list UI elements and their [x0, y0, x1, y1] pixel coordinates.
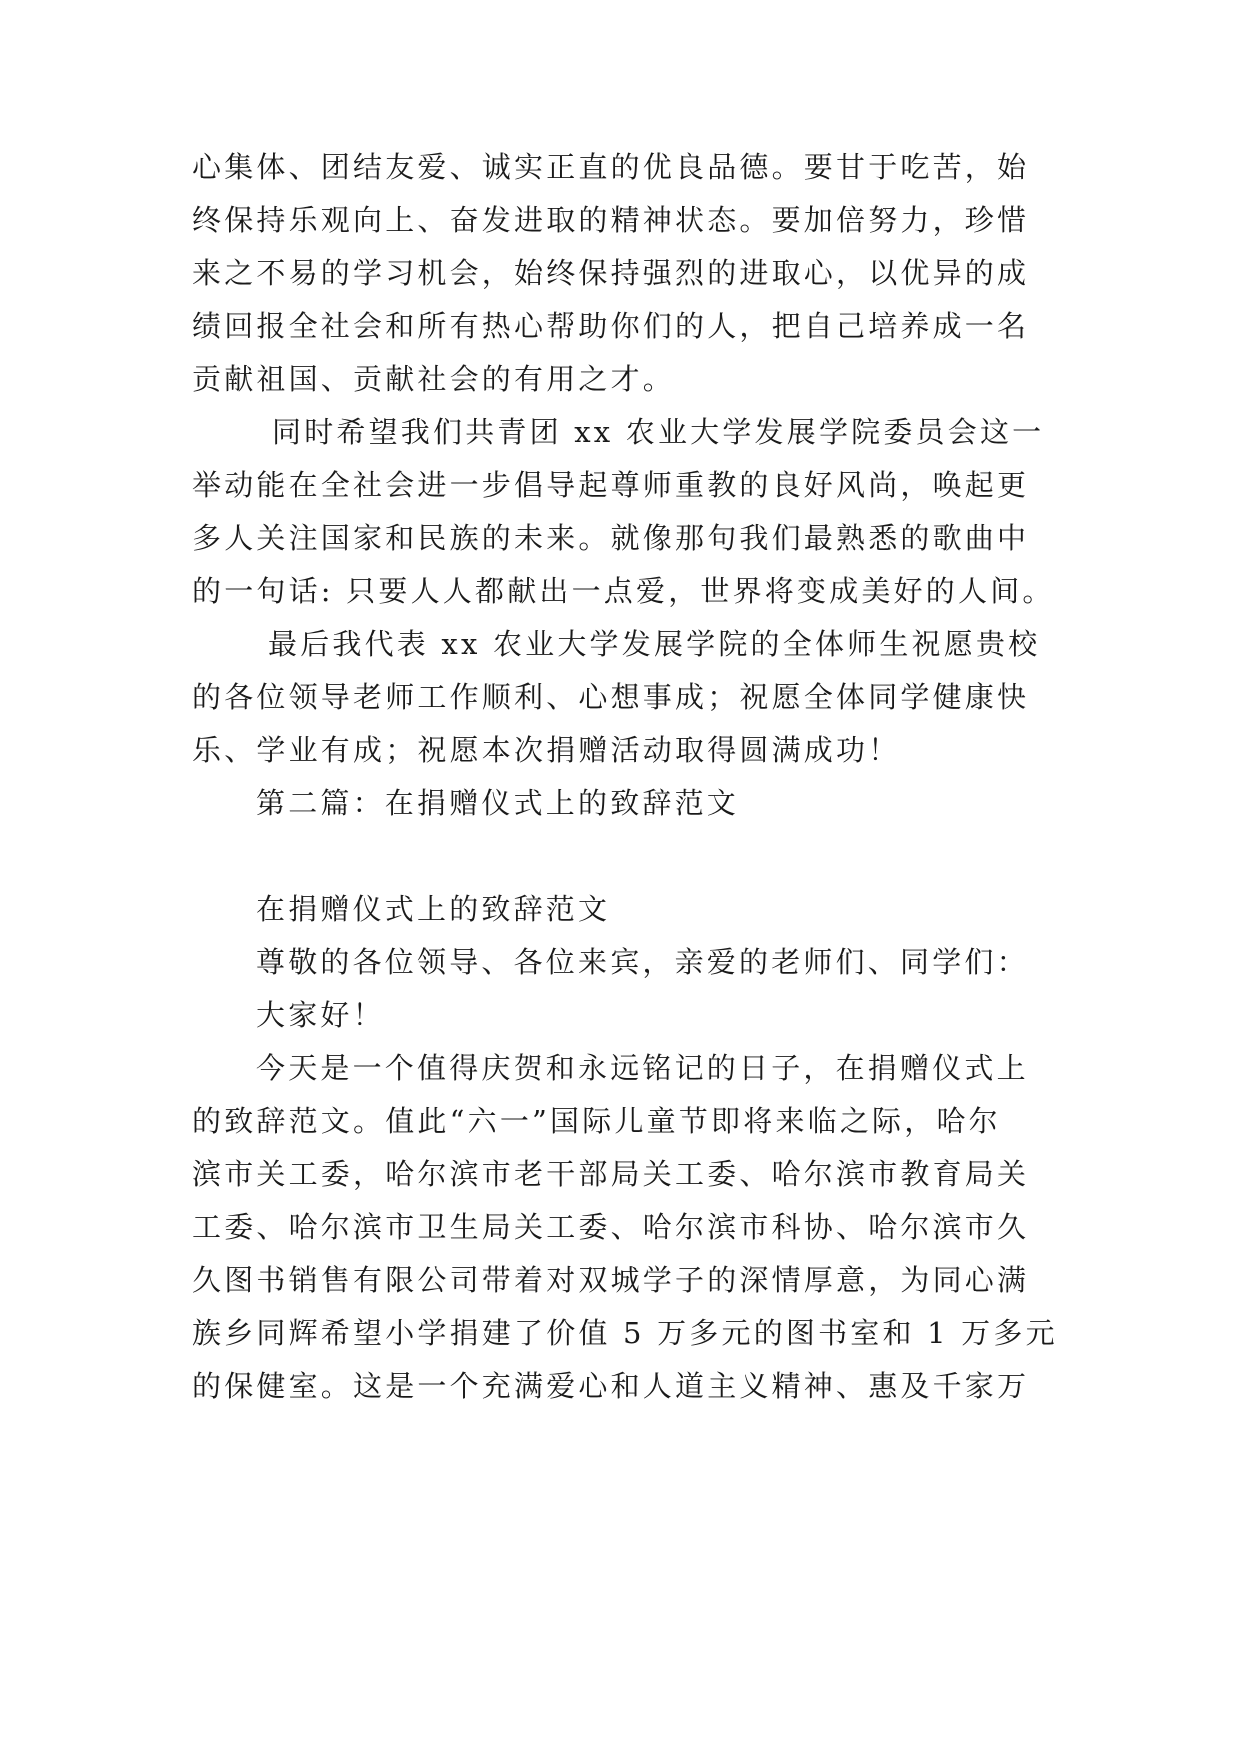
greeting: 大家好！ — [256, 998, 385, 1032]
text-line: 的致辞范文。值此“六一”国际儿童节即将来临之际，哈尔 — [192, 1104, 1001, 1138]
text-line: 来之不易的学习机会，始终保持强烈的进取心，以优异的成 — [192, 256, 1030, 290]
text-line: 乐、学业有成；祝愿本次捐赠活动取得圆满成功！ — [192, 733, 901, 767]
text-line: 久图书销售有限公司带着对双城学子的深情厚意，为同心满 — [192, 1263, 1030, 1297]
text-line: 的一句话: 只要人人都献出一点爱，世界将变成美好的人间。 — [192, 574, 1055, 608]
salutation: 尊敬的各位领导、各位来宾，亲爱的老师们、同学们： — [256, 945, 1029, 979]
section-heading: 第二篇：在捐赠仪式上的致辞范文 — [256, 786, 740, 820]
text-line: 今天是一个值得庆贺和永远铭记的日子，在捐赠仪式上 — [256, 1051, 1029, 1085]
text-line: 的各位领导老师工作顺利、心想事成；祝愿全体同学健康快 — [192, 680, 1030, 714]
text-line: 的保健室。这是一个充满爱心和人道主义精神、惠及千家万 — [192, 1369, 1030, 1403]
text-line: 绩回报全社会和所有热心帮助你们的人，把自己培养成一名 — [192, 309, 1030, 343]
text-line: 心集体、团结友爱、诚实正直的优良品德。要甘于吃苦，始 — [192, 150, 1030, 184]
text-line: 滨市关工委，哈尔滨市老干部局关工委、哈尔滨市教育局关 — [192, 1157, 1030, 1191]
text-line: 终保持乐观向上、奋发进取的精神状态。要加倍努力，珍惜 — [192, 203, 1030, 237]
text-line: 举动能在全社会进一步倡导起尊师重教的良好风尚，唤起更 — [192, 468, 1030, 502]
text-line: 最后我代表 xx 农业大学发展学院的全体师生祝愿贵校 — [268, 627, 1041, 661]
text-line: 同时希望我们共青团 xx 农业大学发展学院委员会这一 — [272, 415, 1045, 449]
article-title: 在捐赠仪式上的致辞范文 — [256, 892, 611, 926]
text-line: 工委、哈尔滨市卫生局关工委、哈尔滨市科协、哈尔滨市久 — [192, 1210, 1030, 1244]
text-line: 族乡同辉希望小学捐建了价值 5 万多元的图书室和 1 万多元 — [192, 1316, 1058, 1350]
text-line: 多人关注国家和民族的未来。就像那句我们最熟悉的歌曲中 — [192, 521, 1030, 555]
text-line: 贡献祖国、贡献社会的有用之才。 — [192, 362, 676, 396]
